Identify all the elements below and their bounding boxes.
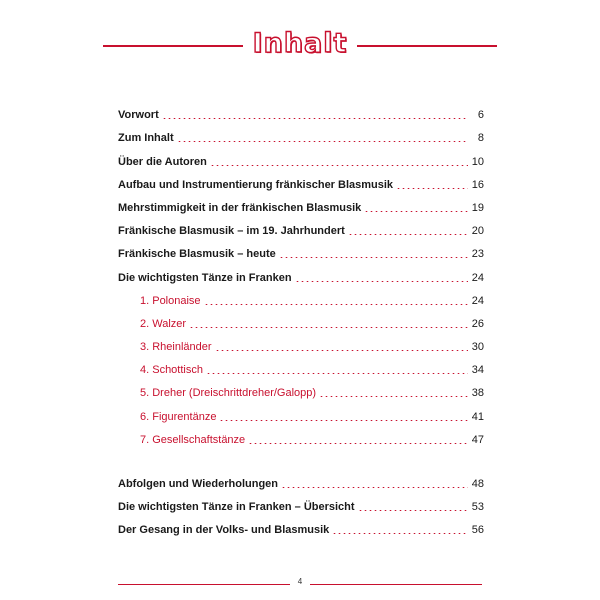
toc-entry-page: 34 [471,364,484,377]
dot-leader [248,443,468,444]
toc-entry [118,169,484,192]
heading-rule-left [103,45,243,47]
toc-entry-label: Über die Autoren [118,155,207,168]
toc-entry [118,514,484,537]
toc-entry [118,491,484,514]
toc-entry [118,215,484,238]
toc-entry-page: 47 [471,433,484,446]
toc-entry-label: 2. Walzer [140,317,187,330]
toc-entry [118,99,484,122]
dot-leader [215,350,468,351]
toc-entry-label: Fränkische Blasmusik – im 19. Jahrhundert [118,225,345,238]
dot-leader [358,510,468,511]
dot-leader [348,234,468,235]
toc-entry-page: 6 [477,109,484,122]
toc-entry [118,122,484,145]
dot-leader [396,188,468,189]
toc-entry-page: 23 [471,248,484,261]
toc-subentry [118,308,484,331]
toc-entry-page: 20 [471,225,484,238]
toc-entry-page: 16 [471,178,484,191]
dot-leader [177,141,468,142]
toc-entry-label: Fränkische Blasmusik – heute [118,248,276,261]
toc-entry-page: 24 [471,271,484,284]
dot-leader [295,281,468,282]
footer-rule-right [310,584,482,585]
dot-leader [210,165,468,166]
toc-subentry [118,377,484,400]
dot-leader [206,373,468,374]
page-title: Inhalt [252,28,348,59]
dot-leader [204,304,468,305]
toc-entry-label: Aufbau und Instrumentierung fränkischer Blasmusik [118,178,394,191]
toc-entry-page: 8 [477,132,484,145]
table-of-contents [118,99,484,537]
toc-entry [118,468,484,491]
toc-entry-label: 5. Dreher (Dreischrittdreher/Galopp) [140,387,317,400]
toc-entry-label: Der Gesang in der Volks- und Blasmusik [118,524,330,537]
toc-entry-label: 4. Schottisch [140,364,203,377]
toc-entry-page: 26 [471,317,484,330]
toc-entry-page: 19 [471,201,484,214]
toc-entry-label: Zum Inhalt [118,132,174,145]
toc-entry-page: 53 [471,501,484,514]
dot-leader [189,327,468,328]
page-heading [103,28,497,64]
page-footer [118,577,482,591]
dot-leader [162,118,468,119]
dot-leader [332,533,467,534]
toc-entry-label: 6. Figurentänze [140,410,217,423]
dot-leader [281,487,468,488]
toc-entry-label: 3. Rheinländer [140,341,212,354]
heading-rule-right [357,45,497,47]
dot-leader [279,257,468,258]
toc-subentry [118,331,484,354]
toc-subentry [118,424,484,447]
toc-subentry [118,354,484,377]
toc-spacer [118,447,484,468]
toc-subentry [118,400,484,423]
toc-entry-label: 7. Gesellschaftstänze [140,433,246,446]
toc-entry [118,145,484,168]
toc-entry-label: 1. Polonaise [140,294,201,307]
toc-entry-label: Abfolgen und Wiederholungen [118,478,278,490]
dot-leader [364,211,467,212]
toc-entry-label: Mehrstimmigkeit in der fränkischen Blasmusik [118,201,362,214]
dot-leader [219,420,467,421]
dot-leader [319,396,468,397]
toc-entry-page: 48 [471,478,484,490]
toc-entry-label: Vorwort [118,109,159,122]
toc-subentry [118,285,484,308]
toc-entry-page: 38 [471,387,484,400]
toc-entry-page: 56 [471,524,484,537]
toc-entry-page: 30 [471,341,484,354]
toc-entry-page: 10 [471,155,484,168]
toc-entry [118,261,484,284]
toc-entry [118,192,484,215]
page-number: 4 [297,577,303,586]
toc-entry-label: Die wichtigsten Tänze in Franken – Übersicht [118,501,355,514]
footer-rule-left [118,584,290,585]
toc-entry-page: 24 [471,294,484,307]
toc-entry-label: Die wichtigsten Tänze in Franken [118,271,292,284]
toc-entry [118,238,484,261]
toc-entry-page: 41 [471,410,484,423]
